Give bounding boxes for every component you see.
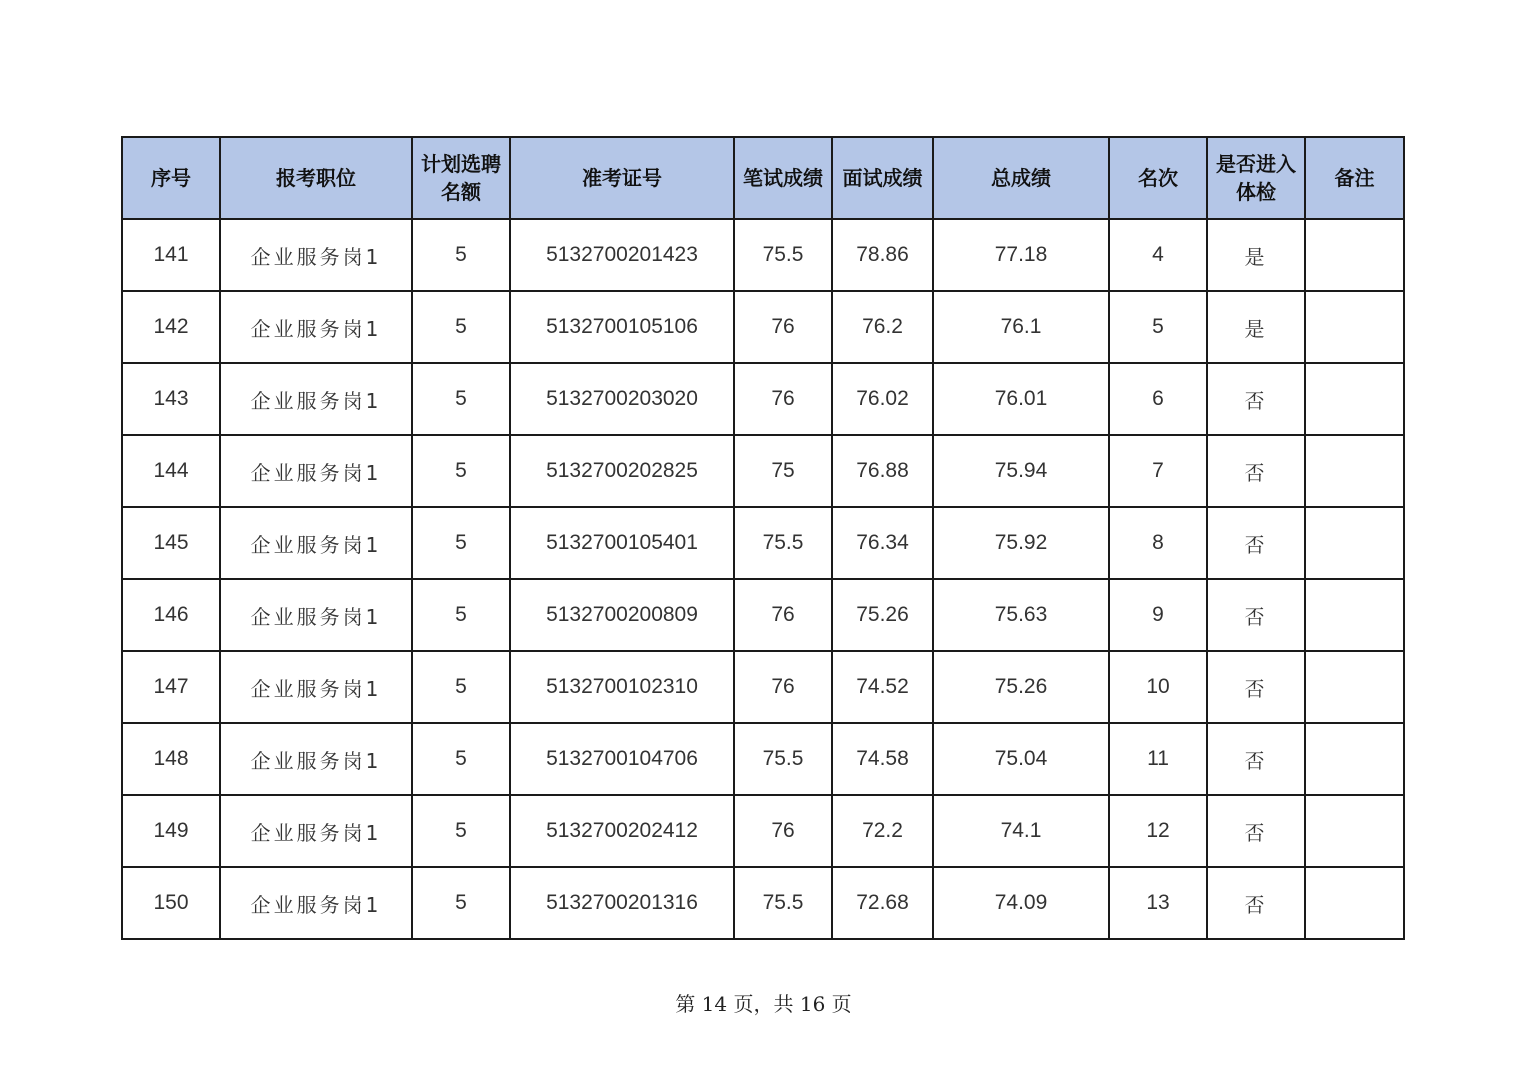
header-rank: 名次 [1109, 137, 1207, 219]
cell-medical-exam: 否 [1207, 363, 1305, 435]
cell-serial-number: 148 [122, 723, 220, 795]
cell-medical-exam: 否 [1207, 651, 1305, 723]
cell-written-score: 75.5 [734, 723, 832, 795]
cell-total-score: 76.1 [933, 291, 1109, 363]
cell-total-score: 74.09 [933, 867, 1109, 939]
table-body [122, 219, 1404, 939]
cell-serial-number: 142 [122, 291, 220, 363]
cell-interview-score: 72.2 [832, 795, 933, 867]
cell-planned-quota: 5 [412, 291, 510, 363]
cell-remarks [1305, 651, 1404, 723]
cell-planned-quota: 5 [412, 795, 510, 867]
cell-interview-score: 76.2 [832, 291, 933, 363]
cell-remarks [1305, 507, 1404, 579]
cell-remarks [1305, 219, 1404, 291]
cell-position: 企业服务岗1 [220, 651, 412, 723]
cell-position: 企业服务岗1 [220, 435, 412, 507]
cell-interview-score: 78.86 [832, 219, 933, 291]
cell-medical-exam: 是 [1207, 291, 1305, 363]
cell-serial-number: 149 [122, 795, 220, 867]
cell-rank: 11 [1109, 723, 1207, 795]
cell-rank: 9 [1109, 579, 1207, 651]
cell-planned-quota: 5 [412, 651, 510, 723]
table-row [122, 867, 1404, 939]
cell-exam-ticket-number: 5132700203020 [510, 363, 734, 435]
header-written-score: 笔试成绩 [734, 137, 832, 219]
cell-serial-number: 145 [122, 507, 220, 579]
cell-written-score: 76 [734, 795, 832, 867]
cell-exam-ticket-number: 5132700202825 [510, 435, 734, 507]
cell-written-score: 76 [734, 579, 832, 651]
cell-exam-ticket-number: 5132700202412 [510, 795, 734, 867]
cell-written-score: 76 [734, 363, 832, 435]
cell-total-score: 75.04 [933, 723, 1109, 795]
cell-interview-score: 74.58 [832, 723, 933, 795]
cell-remarks [1305, 867, 1404, 939]
cell-remarks [1305, 291, 1404, 363]
cell-written-score: 75.5 [734, 219, 832, 291]
cell-rank: 8 [1109, 507, 1207, 579]
cell-total-score: 74.1 [933, 795, 1109, 867]
cell-remarks [1305, 795, 1404, 867]
cell-position: 企业服务岗1 [220, 219, 412, 291]
cell-rank: 13 [1109, 867, 1207, 939]
cell-medical-exam: 否 [1207, 867, 1305, 939]
cell-position: 企业服务岗1 [220, 363, 412, 435]
cell-serial-number: 144 [122, 435, 220, 507]
cell-interview-score: 74.52 [832, 651, 933, 723]
cell-planned-quota: 5 [412, 435, 510, 507]
cell-remarks [1305, 579, 1404, 651]
cell-remarks [1305, 363, 1404, 435]
cell-remarks [1305, 435, 1404, 507]
results-table [121, 136, 1405, 940]
cell-rank: 7 [1109, 435, 1207, 507]
header-exam-ticket-number: 准考证号 [510, 137, 734, 219]
cell-medical-exam: 否 [1207, 507, 1305, 579]
cell-written-score: 76 [734, 651, 832, 723]
cell-medical-exam: 否 [1207, 723, 1305, 795]
cell-medical-exam: 否 [1207, 795, 1305, 867]
header-remarks: 备注 [1305, 137, 1404, 219]
header-interview-score: 面试成绩 [832, 137, 933, 219]
cell-rank: 12 [1109, 795, 1207, 867]
cell-remarks [1305, 723, 1404, 795]
cell-rank: 6 [1109, 363, 1207, 435]
table-row [122, 435, 1404, 507]
cell-rank: 10 [1109, 651, 1207, 723]
cell-position: 企业服务岗1 [220, 795, 412, 867]
cell-serial-number: 143 [122, 363, 220, 435]
cell-total-score: 76.01 [933, 363, 1109, 435]
cell-serial-number: 141 [122, 219, 220, 291]
header-planned-quota: 计划选聘 名额 [412, 137, 510, 219]
table-row [122, 363, 1404, 435]
cell-rank: 5 [1109, 291, 1207, 363]
cell-total-score: 75.94 [933, 435, 1109, 507]
cell-planned-quota: 5 [412, 219, 510, 291]
header-medical-exam: 是否进入 体检 [1207, 137, 1305, 219]
cell-total-score: 75.26 [933, 651, 1109, 723]
header-position: 报考职位 [220, 137, 412, 219]
cell-medical-exam: 否 [1207, 579, 1305, 651]
cell-interview-score: 76.02 [832, 363, 933, 435]
table-header-row [122, 137, 1404, 219]
cell-planned-quota: 5 [412, 507, 510, 579]
cell-medical-exam: 是 [1207, 219, 1305, 291]
header-serial-number: 序号 [122, 137, 220, 219]
cell-total-score: 75.92 [933, 507, 1109, 579]
cell-serial-number: 147 [122, 651, 220, 723]
cell-interview-score: 76.34 [832, 507, 933, 579]
cell-interview-score: 75.26 [832, 579, 933, 651]
cell-serial-number: 150 [122, 867, 220, 939]
cell-planned-quota: 5 [412, 579, 510, 651]
cell-serial-number: 146 [122, 579, 220, 651]
cell-written-score: 76 [734, 291, 832, 363]
cell-exam-ticket-number: 5132700105106 [510, 291, 734, 363]
cell-written-score: 75.5 [734, 507, 832, 579]
cell-exam-ticket-number: 5132700104706 [510, 723, 734, 795]
cell-planned-quota: 5 [412, 363, 510, 435]
table-row [122, 507, 1404, 579]
cell-written-score: 75 [734, 435, 832, 507]
cell-position: 企业服务岗1 [220, 507, 412, 579]
header-total-score: 总成绩 [933, 137, 1109, 219]
cell-exam-ticket-number: 5132700102310 [510, 651, 734, 723]
cell-total-score: 75.63 [933, 579, 1109, 651]
cell-position: 企业服务岗1 [220, 867, 412, 939]
cell-exam-ticket-number: 5132700201423 [510, 219, 734, 291]
cell-interview-score: 72.68 [832, 867, 933, 939]
cell-position: 企业服务岗1 [220, 723, 412, 795]
cell-planned-quota: 5 [412, 723, 510, 795]
cell-position: 企业服务岗1 [220, 291, 412, 363]
page-number-footer: 第 14 页，共 16 页 [675, 992, 852, 1016]
cell-total-score: 77.18 [933, 219, 1109, 291]
cell-exam-ticket-number: 5132700201316 [510, 867, 734, 939]
table-row [122, 795, 1404, 867]
table-row [122, 291, 1404, 363]
table-row [122, 579, 1404, 651]
cell-planned-quota: 5 [412, 867, 510, 939]
table-row [122, 651, 1404, 723]
cell-written-score: 75.5 [734, 867, 832, 939]
cell-position: 企业服务岗1 [220, 579, 412, 651]
cell-exam-ticket-number: 5132700200809 [510, 579, 734, 651]
table-row [122, 723, 1404, 795]
cell-interview-score: 76.88 [832, 435, 933, 507]
cell-medical-exam: 否 [1207, 435, 1305, 507]
table-row [122, 219, 1404, 291]
cell-exam-ticket-number: 5132700105401 [510, 507, 734, 579]
cell-rank: 4 [1109, 219, 1207, 291]
